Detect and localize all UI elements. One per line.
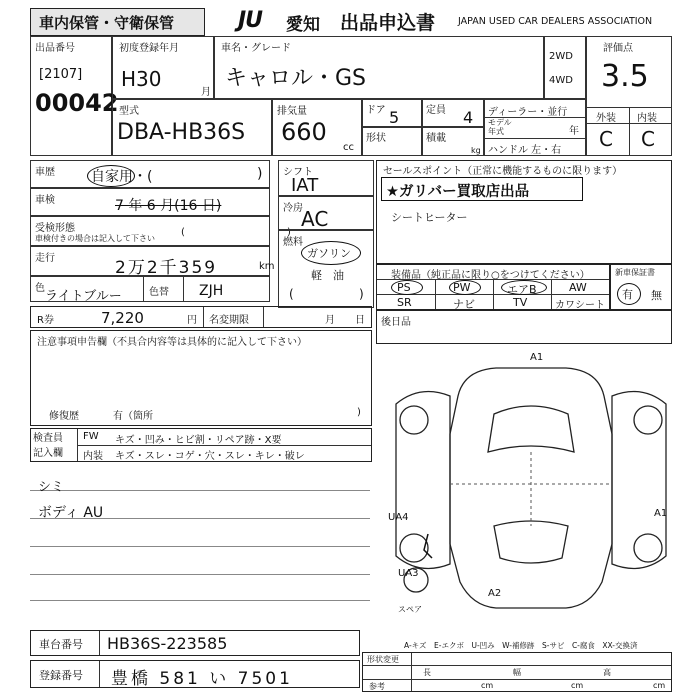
load-label: 積載 [426, 133, 446, 144]
reg-year-value: H30 [121, 67, 162, 91]
dealer-cell [484, 99, 586, 156]
doors-cell [362, 99, 422, 127]
receipt-open: ( [181, 227, 185, 238]
mark-ua4: UA4 [388, 512, 409, 523]
inspector-row2: キズ・スレ・コゲ・穴・スレ・キレ・破レ [115, 451, 305, 462]
capacity-label: 定員 [426, 105, 446, 116]
lot-cell [30, 36, 119, 156]
rating-cell [586, 36, 672, 156]
repair-close: ) [357, 407, 361, 418]
car-roof [488, 406, 574, 452]
model-label: 型式 [119, 106, 139, 117]
recycle-label: R券 [37, 315, 54, 326]
doors-value: 5 [389, 108, 400, 127]
mileage-cell [30, 246, 275, 278]
color-cell [30, 276, 270, 302]
recycle-row [30, 306, 372, 328]
car-name-cell [214, 36, 544, 99]
shift-value: IAT [291, 175, 319, 196]
inspector-row1: キズ・凹み・ヒビ割・リペア跡・X要 [115, 435, 282, 446]
recycle-unit: 円 [187, 315, 197, 326]
association-name: JAPAN USED CAR DEALERS ASSOCIATION [458, 16, 653, 27]
damage-legend: A-キズ E-エクボ U-凹み W-補修跡 S-サビ C-腐食 XX-交換済 [404, 641, 638, 650]
fuel-cell [278, 230, 374, 308]
recycle-value: 7,220 [101, 309, 144, 327]
equip-tv: TV [513, 296, 528, 309]
drive-cell [544, 36, 586, 99]
drive-4wd: 4WD [549, 75, 573, 86]
spare-label: スペア [398, 605, 422, 614]
inspection-cell [30, 188, 270, 216]
inspector-section [30, 428, 372, 462]
reg-year-cell [112, 36, 214, 99]
mileage-unit: km [259, 261, 275, 272]
warranty-label: 新車保証書 [615, 268, 655, 277]
displacement-cell [272, 99, 362, 156]
lot-label: 出品番号 [35, 43, 75, 54]
car-right-side [612, 392, 666, 569]
rating-label: 評価点 [603, 43, 633, 54]
ju-logo [238, 8, 286, 36]
chassis-row [30, 630, 360, 656]
dealer-label: ディーラー・並行 [488, 107, 568, 118]
reg-year-label: 初度登録年月 [119, 43, 179, 54]
shift-label: シフト [283, 167, 313, 178]
chassis-label: 車台番号 [39, 638, 83, 651]
receipt-note: 車検付きの場合は記入して下さい [35, 234, 155, 243]
name-change-day: 日 [355, 315, 365, 326]
remark-2: ボディ AU [38, 505, 104, 521]
displacement-value: 660 [281, 118, 327, 146]
size-height: 高 [603, 668, 611, 677]
car-name-value: キャロル・GS [225, 66, 367, 91]
size-cm-1: cm [481, 681, 494, 690]
receipt-close: ) [287, 227, 291, 238]
mileage-label: 走行 [35, 253, 55, 264]
model-year-unit: 年 [569, 126, 579, 137]
rating-value: 3.5 [601, 59, 649, 94]
rating-int: C [641, 127, 655, 151]
model-value: DBA-HB36S [117, 120, 246, 145]
equip-airbag: エアB [507, 283, 537, 296]
mark-ua3: UA3 [398, 568, 419, 579]
size-change-label: 形状変更 [367, 655, 399, 664]
equipment-section [376, 264, 610, 310]
rating-ext-label: 外装 [596, 113, 616, 124]
receipt-cell [30, 216, 291, 246]
mark-a1-right: A1 [654, 508, 668, 519]
mileage-value: 2万2千359 [115, 258, 218, 278]
size-ref: 参考 [369, 682, 385, 691]
model-year-label: モデル 年式 [488, 118, 512, 136]
org-name: 愛知 [286, 15, 320, 35]
equip-aw: AW [569, 281, 587, 294]
fuel-close: ) [359, 287, 364, 301]
sales-banner-text: ★ガリバー買取店出品 [386, 184, 530, 200]
size-width: 幅 [513, 668, 521, 677]
equip-pw: PW [453, 281, 471, 294]
warranty-section [610, 264, 672, 310]
due-date-section [376, 310, 672, 344]
size-cm-3: cm [653, 681, 666, 690]
sales-section [376, 160, 672, 264]
inspector-row1-head: FW [83, 431, 99, 442]
equip-leather: カワシート [555, 300, 605, 311]
ac-cell [278, 196, 374, 230]
chassis-value: HB36S-223585 [107, 634, 228, 653]
model-cell [112, 99, 272, 156]
form-title: 出品申込書 [340, 12, 436, 34]
displacement-unit: cc [343, 142, 354, 153]
inspection-value: 7 年 6 月(16 日) [115, 198, 222, 214]
name-change-month: 月 [325, 315, 335, 326]
color-label: 色 [35, 283, 45, 294]
lot-number: 00042 [35, 89, 119, 117]
repair-label: 修復歴 [49, 411, 79, 422]
sales-banner [381, 177, 583, 201]
fuel-gas: ガソリン [307, 247, 351, 260]
car-left-side [396, 392, 450, 569]
wheel-front-left [400, 406, 428, 434]
ac-label: 冷房 [283, 203, 303, 214]
doors-label: ドア [366, 105, 386, 116]
wheel-front-right [634, 406, 662, 434]
size-length: 長 [423, 668, 431, 677]
ac-value: AC [301, 207, 329, 231]
remarks-area [30, 462, 372, 622]
shape-cell [362, 127, 422, 156]
equipment-label: 装備品（純正品に限り○をつけてください） [391, 270, 590, 281]
notes-label: 注意事項申告欄（不具合内容等は具体的に記入して下さい） [37, 337, 307, 348]
load-cell [422, 127, 484, 156]
inspection-label: 車検 [35, 195, 55, 206]
rating-int-label: 内装 [637, 113, 657, 124]
car-name-label: 車名・グレード [221, 43, 291, 54]
history-close: ) [257, 166, 263, 182]
drive-2wd: 2WD [549, 51, 573, 62]
inspector-label: 検査員 記入欄 [33, 433, 63, 459]
history-value: 自家用・( [91, 169, 153, 185]
repair-value: 有（箇所 [113, 411, 153, 422]
remark-1: シミ [38, 480, 65, 495]
ju-logo-text: JU [238, 8, 263, 33]
car-diagram [376, 344, 686, 616]
displacement-label: 排気量 [277, 106, 307, 117]
size-change-table [362, 652, 672, 692]
equip-navi: ナビ [453, 298, 475, 311]
fuel-label: 燃料 [283, 237, 303, 248]
receipt-label: 受検形態 [35, 223, 75, 234]
equip-sr: SR [397, 296, 412, 309]
notes-section [30, 330, 372, 426]
name-change-label: 名変期限 [209, 315, 249, 326]
sales-label: セールスポイント（正常に機能するものに限ります） [383, 166, 623, 177]
history-label: 車歴 [35, 167, 55, 178]
color-value: ライトブルー [45, 289, 122, 304]
storage-badge [30, 8, 205, 36]
sales-point: シートヒーター [391, 211, 468, 224]
mark-a2: A2 [488, 588, 502, 599]
color-code-label: 色替 [149, 287, 169, 298]
capacity-value: 4 [463, 108, 474, 127]
warranty-no: 無 [651, 289, 662, 302]
shift-cell [278, 160, 374, 196]
car-rear-glass [494, 521, 568, 563]
warranty-yes: 有 [622, 288, 633, 301]
mark-a1-top: A1 [530, 352, 544, 363]
shape-label: 形状 [366, 133, 386, 144]
equip-ps: PS [397, 281, 411, 294]
lot-code: [2107] [39, 67, 83, 82]
reg-year-unit: 月 [201, 87, 211, 98]
fuel-diesel: 軽 油 [311, 269, 344, 282]
inspector-row2-head: 内装 [83, 451, 103, 462]
size-cm-2: cm [571, 681, 584, 690]
history-cell [30, 160, 270, 188]
plate-label: 登録番号 [39, 669, 83, 682]
color-code: ZJH [199, 283, 224, 299]
wheel-rear-right [634, 534, 662, 562]
plate-row [30, 660, 360, 688]
fuel-open: ( [289, 287, 294, 301]
capacity-cell [422, 99, 484, 127]
handle-label: ハンドル 左・右 [488, 145, 562, 156]
storage-badge-text: 車内保管・守衛保管 [39, 14, 175, 32]
load-unit: kg [471, 146, 481, 155]
rating-ext: C [599, 127, 613, 151]
due-date-label: 後日品 [381, 317, 411, 328]
plate-value: 豊橋 581 い 7501 [111, 669, 293, 689]
